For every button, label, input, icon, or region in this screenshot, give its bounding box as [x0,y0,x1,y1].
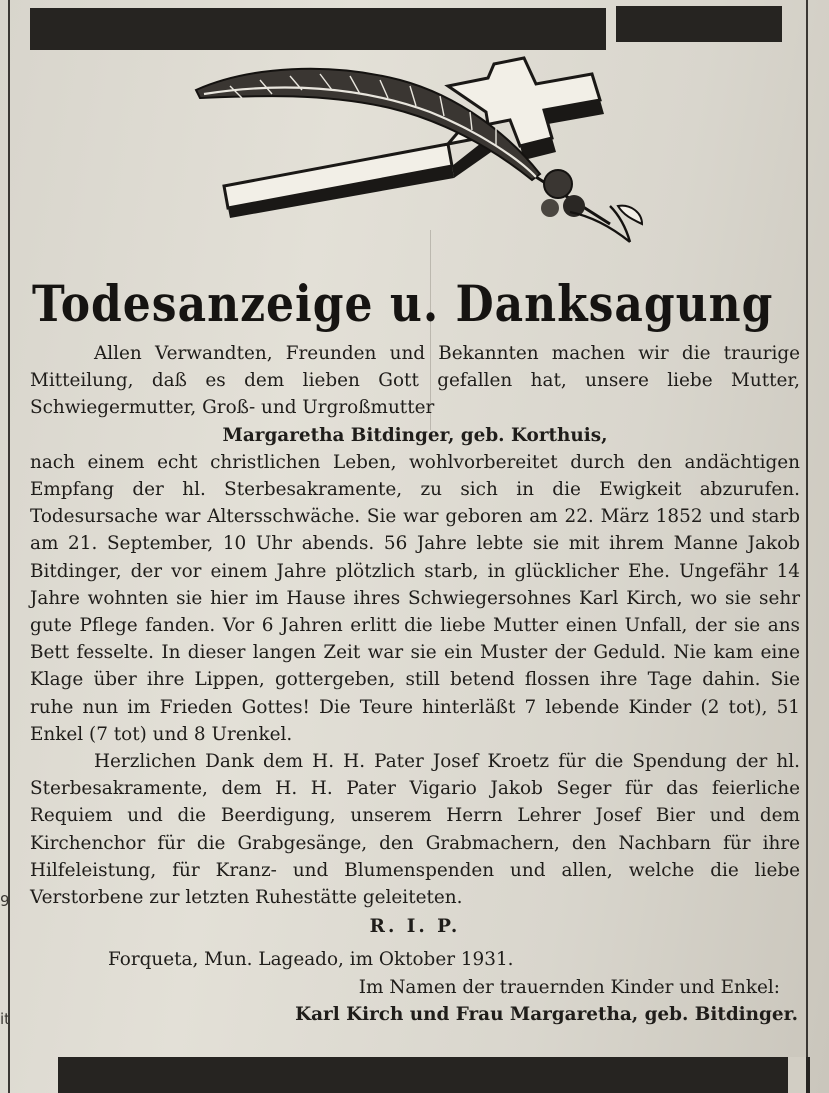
announcement-body [30,340,800,1028]
right-column-rule [806,0,808,1093]
top-black-border-bar-right [616,6,782,42]
cross-and-quill-emblem [190,56,650,246]
thanks-paragraph: Herzlichen Dank dem H. H. Pater Josef Kroetz für die Spendung der hl. Sterbesakramente, dem H. H. Pater Vigario Jakob Seger für das feierliche Requiem und die Beerdigung, unserem Herrn Lehrer Josef Bier und dem Kirchenchor für die Grabgesänge, den Grabmachern, den Nachbarn für ihre Hilfeleistung, für Kranz- und Blumenspenden und allen, welche die liebe Verstorbene zur letzten Ruhestätte geleiteten. [30,751,800,909]
signature-names: Karl Kirch und Frau Margaretha, geb. Bitdinger. [295,1003,798,1025]
announcement-heading: Todesanzeige u. Danksagung [32,276,774,334]
rip-line: R. I. P. [369,916,461,938]
margin-fragment-digit: 9 [0,892,10,910]
opening-paragraph: Allen Verwandten, Freunden und Bekannten machen wir die traurige Mitteilung, daß es dem lieben Gott gefallen hat, unsere liebe Mutter, Schwiegermutter, Groß- und Urgroßmutter [30,343,800,419]
flower-sprig-icon [541,170,642,242]
deceased-name: Margaretha Bitdinger, geb. Korthuis, [222,424,608,446]
bottom-black-border-bar [58,1057,810,1093]
place-and-date: Forqueta, Mun. Lageado, im Oktober 1931. [108,949,514,971]
left-column-rule [8,0,10,1093]
signature-intro: Im Namen der trauernden Kinder und Enkel: [358,976,780,998]
top-black-border-bar [30,8,606,50]
bottom-bar-gap [788,1057,806,1093]
biography-paragraph: nach einem echt christlichen Leben, wohlvorbereitet durch den andächtigen Empfang der hl. Sterbesakramente, zu sich in die Ewigkeit abzurufen. Todesursache war Altersschwäche. Sie war geboren am 22. März 1852 und starb am 21. September, 10 Uhr abends. 56 Jahre lebte sie mit ihrem Manne Jakob Bitdinger, der vor einem Jahre plötzlich starb, in glücklicher Ehe. Ungefähr 14 Jahre wohnten sie hier im Hause ihres Schwiegersohnes Karl Kirch, wo sie sehr gute Pflege fanden. Vor 6 Jahren erlitt die liebe Mutter einen Unfall, der sie ans Bett fesselte. In dieser langen Zeit war sie ein Muster der Geduld. Nie kam eine Klage über ihre Lippen, gottergeben, still betend flossen ihre Tage dahin. Sie ruhe nun im Frieden Gottes! Die Teure hinterläßt 7 lebende Kinder (2 tot), 51 Enkel (7 tot) und 8 Urenkel. [30,451,800,745]
margin-fragment-text: it [0,1010,11,1028]
